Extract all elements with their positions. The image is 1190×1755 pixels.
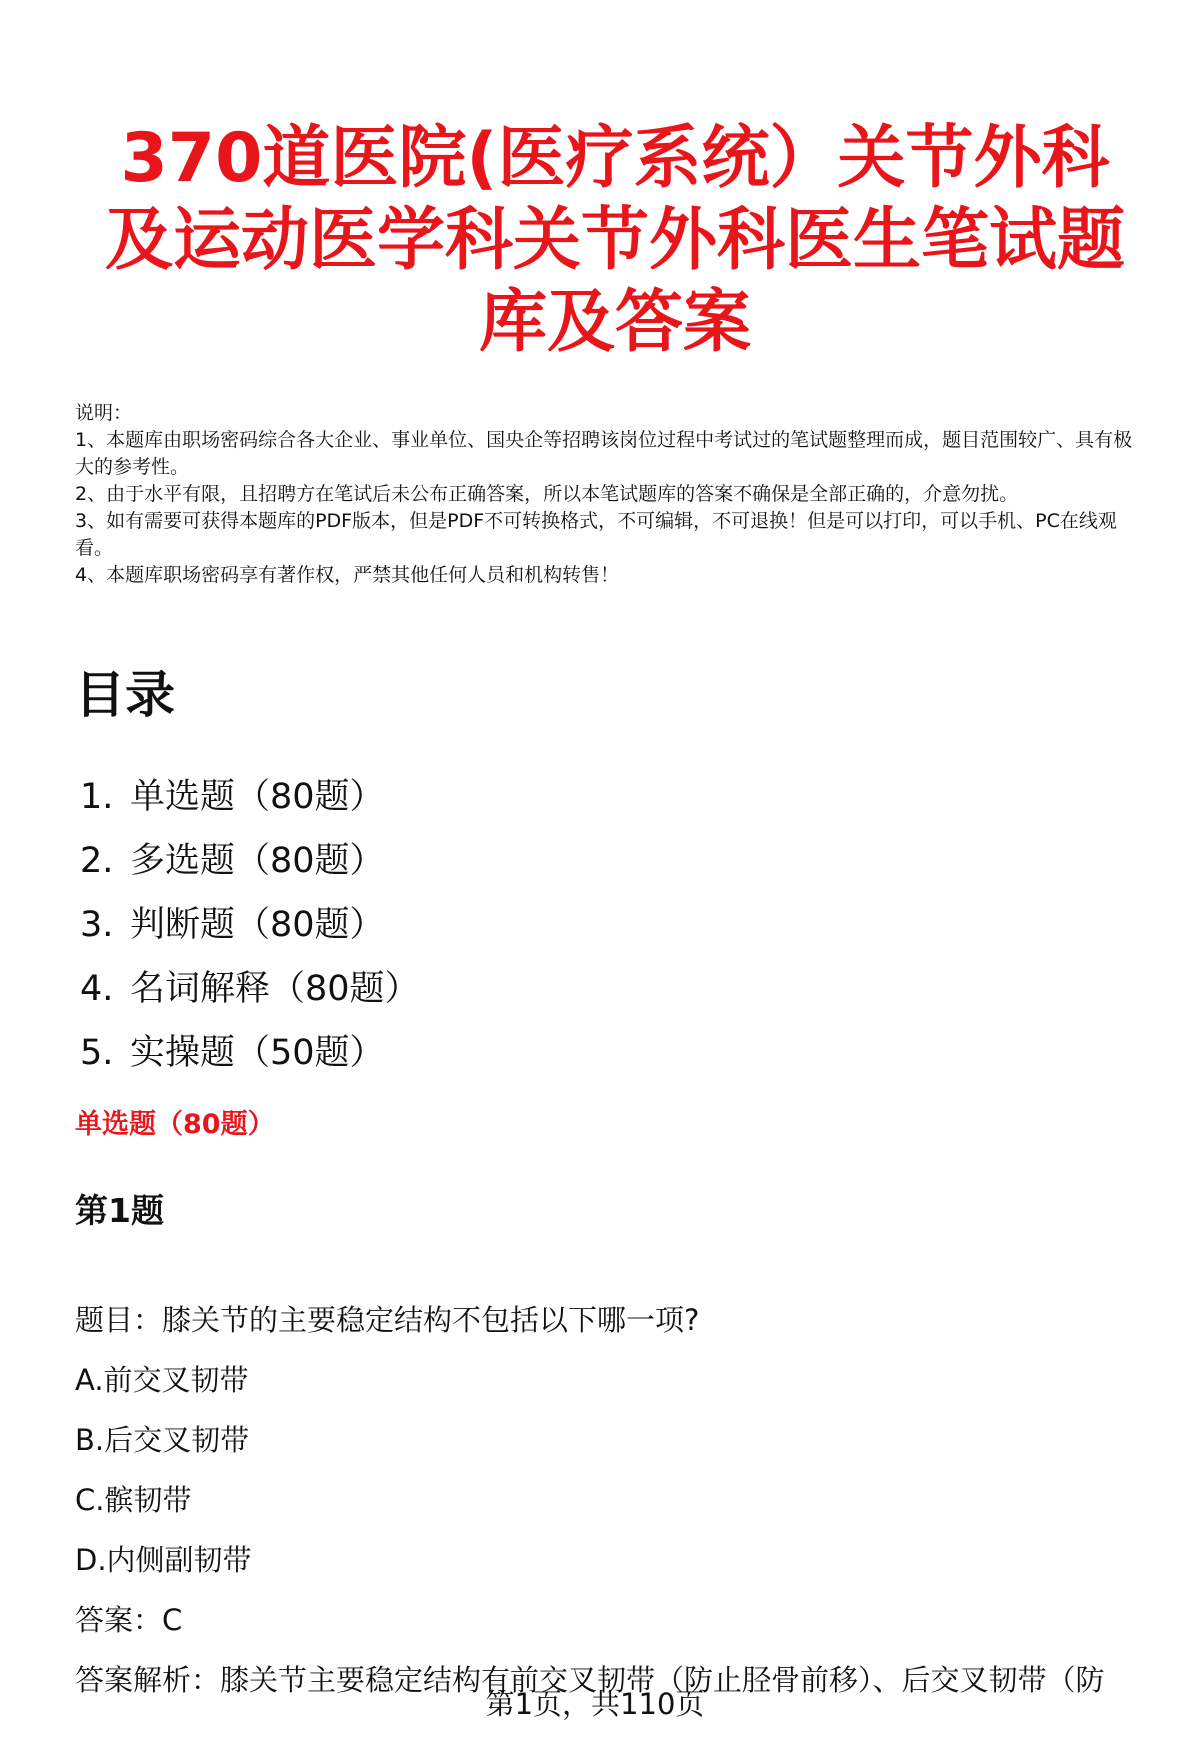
section-title: 单选题（80题） bbox=[75, 1109, 275, 1140]
question-option: C.髌韧带 bbox=[75, 1483, 192, 1517]
question-analysis: 答案解析：膝关节主要稳定结构有前交叉韧带（防止胫骨前移）、后交叉韧带（防 bbox=[75, 1663, 1105, 1697]
toc-item-number: 4. bbox=[80, 969, 114, 1009]
question-stem: 题目：膝关节的主要稳定结构不包括以下哪一项? bbox=[75, 1303, 700, 1337]
toc-heading: 目录 bbox=[75, 666, 175, 724]
toc-item[interactable] bbox=[80, 893, 420, 957]
question-body bbox=[75, 1290, 1155, 1710]
toc-item[interactable] bbox=[80, 957, 420, 1021]
question-option: D.内侧副韧带 bbox=[75, 1543, 252, 1577]
toc-list bbox=[80, 765, 420, 1085]
toc-item-label: 判断题（80题） bbox=[130, 905, 385, 945]
question-option: B.后交叉韧带 bbox=[75, 1423, 250, 1457]
notes-item: 4、本题库职场密码享有著作权，严禁其他任何人员和机构转售！ bbox=[75, 564, 620, 586]
notes-item: 1、本题库由职场密码综合各大企业、事业单位、国央企等招聘该岗位过程中考试过的笔试题整理而成，题目范围较广、具有极大的参考性。 bbox=[75, 429, 1133, 478]
question-option: A.前交叉韧带 bbox=[75, 1363, 249, 1397]
toc-item-number: 3. bbox=[80, 905, 114, 945]
page-footer: 第1页，共110页 bbox=[485, 1687, 705, 1721]
toc-item-label: 多选题（80题） bbox=[130, 841, 385, 881]
document-title: 370道医院(医疗系统）关节外科及运动医学科关节外科医生笔试题库及答案 bbox=[104, 119, 1125, 362]
toc-item-number: 5. bbox=[80, 1033, 114, 1073]
notes-item: 2、由于水平有限，且招聘方在笔试后未公布正确答案，所以本笔试题库的答案不确保是全部正确的，介意勿扰。 bbox=[75, 483, 1019, 505]
toc-item-label: 名词解释（80题） bbox=[130, 969, 420, 1009]
question-title: 第1题 bbox=[75, 1191, 164, 1230]
toc-item-label: 单选题（80题） bbox=[130, 777, 385, 817]
notes-block bbox=[75, 400, 1150, 589]
toc-item[interactable] bbox=[80, 1021, 420, 1085]
notes-heading: 说明： bbox=[75, 402, 133, 424]
toc-item[interactable] bbox=[80, 765, 420, 829]
toc-item[interactable] bbox=[80, 829, 420, 893]
toc-item-number: 2. bbox=[80, 841, 114, 881]
toc-item-label: 实操题（50题） bbox=[130, 1033, 385, 1073]
toc-item-number: 1. bbox=[80, 777, 114, 817]
question-answer: 答案：C bbox=[75, 1603, 183, 1637]
notes-item: 3、如有需要可获得本题库的PDF版本，但是PDF不可转换格式，不可编辑，不可退换！但是可以打印，可以手机、PC在线观看。 bbox=[75, 510, 1117, 559]
